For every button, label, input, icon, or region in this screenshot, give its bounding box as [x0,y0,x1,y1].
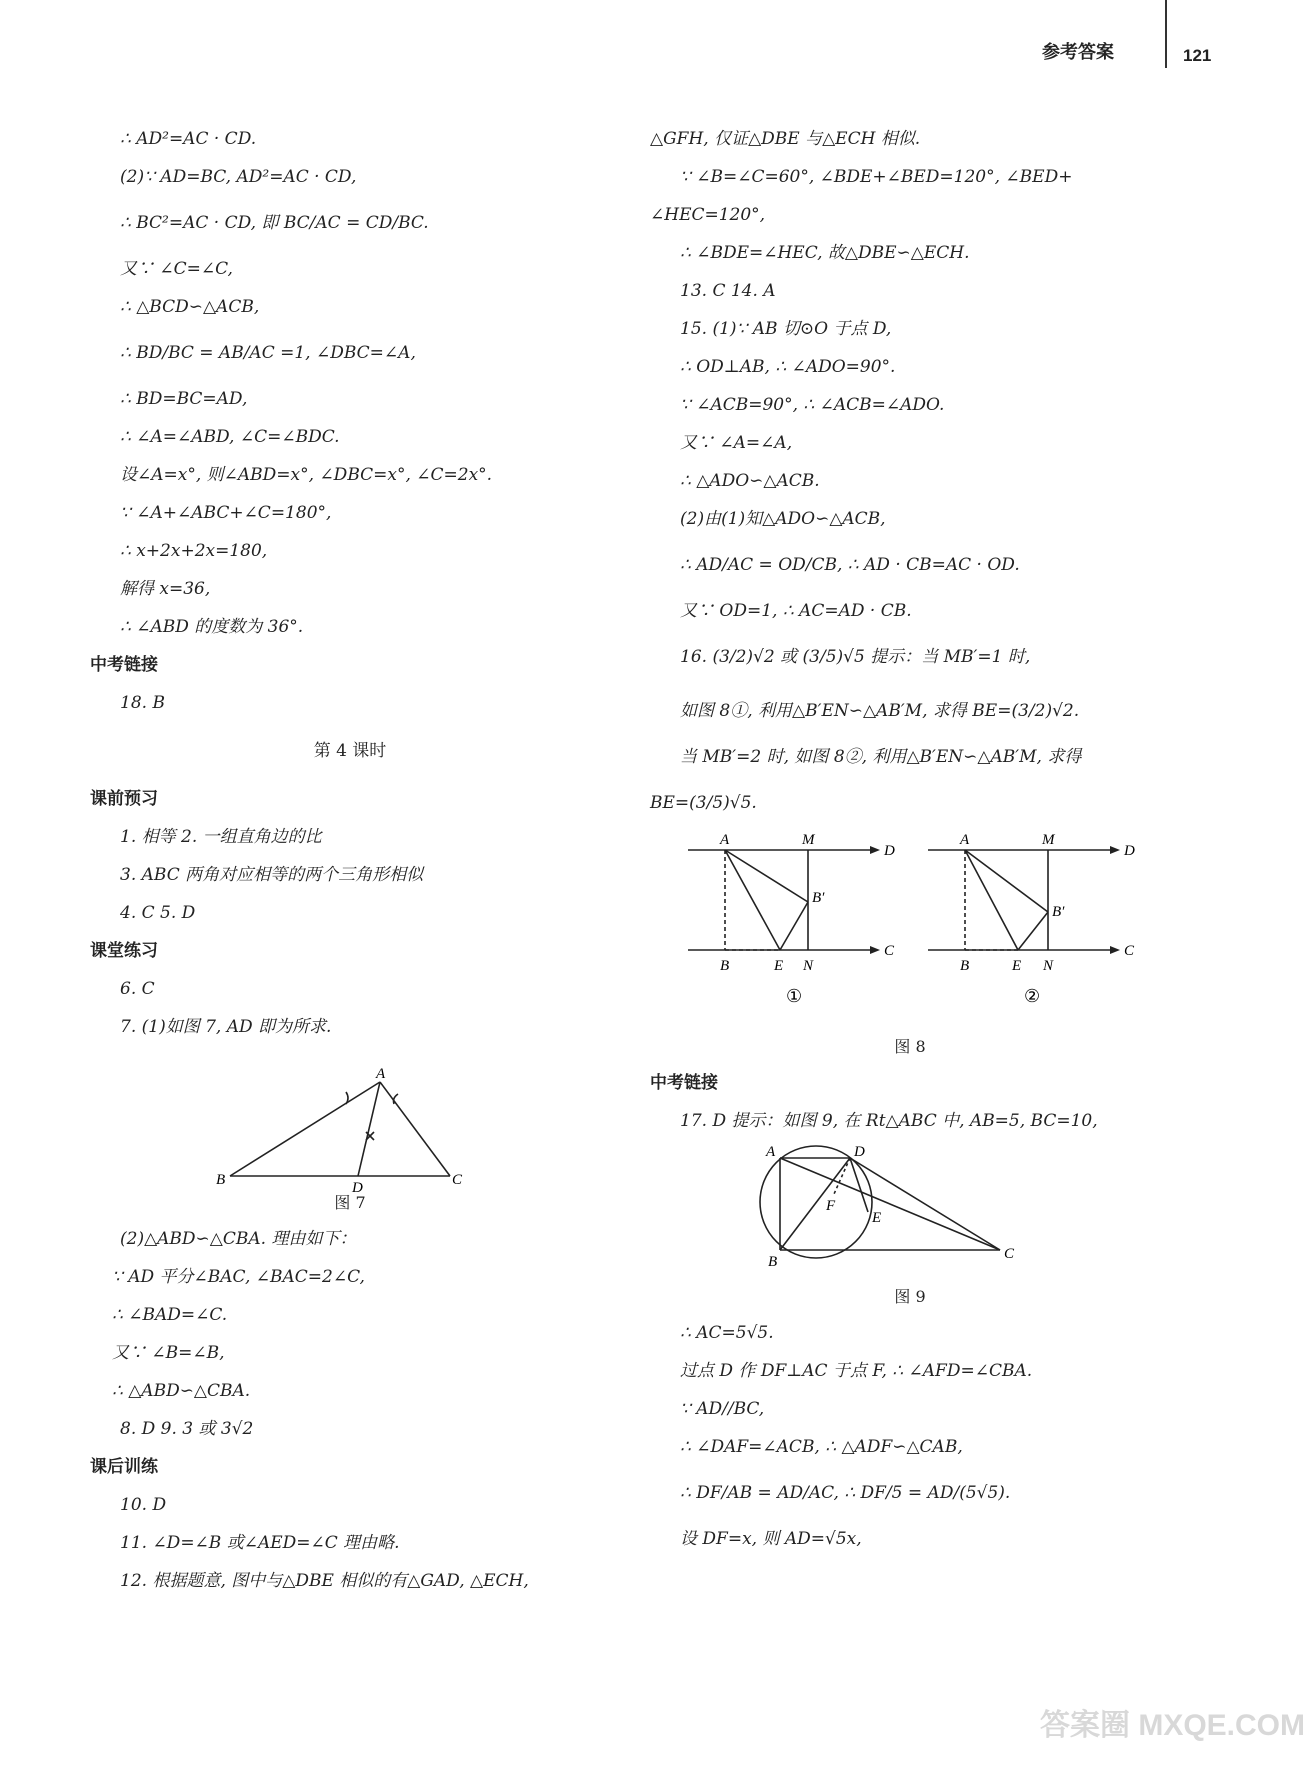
text-line: 解得 x=36, [120,579,211,599]
answer-line: 11. ∠D=∠B 或∠AED=∠C 理由略. [120,1533,400,1553]
text-line: ∴ ∠BDE=∠HEC, 故△DBE∽△ECH. [680,243,970,263]
figure-7 [90,1046,610,1196]
fig9-label-f: F [826,1198,836,1214]
fig8a-label-b: B [720,958,730,974]
section-heading: 课后训练 [90,1457,158,1476]
text-line: 又∵ ∠A=∠A, [680,433,793,453]
text-line: ∴ x+2x+2x=180, [120,541,268,561]
fig8b-label-m: M [1042,832,1055,848]
header-divider [1165,0,1167,68]
fig8b-label-e: E [1012,958,1022,974]
answer-line: 18. B [120,693,165,713]
text-line: ∴ △BCD∽△ACB, [120,297,260,317]
fig7-label-c: C [452,1172,463,1188]
text-line: ∴ AC=5√5. [680,1323,774,1343]
fig7-label-b: B [216,1172,226,1188]
text-line: 如图 8①, 利用△B′EN∽△AB′M, 求得 BE=(3/2)√2. [680,701,1080,721]
answer-line: 17. D 提示：如图 9, 在 Rt△ABC 中, AB=5, BC=10, [680,1111,1098,1131]
text-line: 15. (1)∵ AB 切⊙O 于点 D, [680,319,892,339]
page-number: 121 [1183,46,1212,65]
answer-line: 4. C 5. D [120,903,196,923]
text-line: (2)∵ AD=BC, AD²=AC · CD, [120,167,357,187]
fig8a-label-m: M [802,832,815,848]
answer-line: 10. D [120,1495,167,1515]
text-line: ∵ ∠B=∠C=60°, ∠BDE+∠BED=120°, ∠BED+ [680,167,1073,187]
text-line: 设∠A=x°, 则∠ABD=x°, ∠DBC=x°, ∠C=2x°. [120,465,493,485]
answer-line: 13. C 14. A [680,281,776,301]
section-heading: 课前预习 [90,789,158,808]
fig8b-label-b: B [960,958,970,974]
fig8b-label-b1: B′ [1052,904,1065,920]
text-line: ∵ ∠ACB=90°, ∴ ∠ACB=∠ADO. [680,395,945,415]
text-line: ∴ AD/AC = OD/CB, ∴ AD · CB=AC · OD. [680,555,1020,575]
text-line: ∴ ∠BAD=∠C. [112,1305,228,1325]
text-line: ∴ △ABD∽△CBA. [112,1381,251,1401]
watermark: 答案圈 MXQE.COM [1040,1709,1305,1742]
fig8a-label-e: E [774,958,784,974]
text-line: ∴ ∠A=∠ABD, ∠C=∠BDC. [120,427,340,447]
text-line: 又∵ ∠B=∠B, [112,1343,225,1363]
fig8a-label-n: N [803,958,814,974]
fig9-label-e: E [872,1210,882,1226]
answer-line: 6. C [120,979,155,999]
fig8a-label-b1: B′ [812,890,825,906]
text-line: ∵ AD 平分∠BAC, ∠BAC=2∠C, [112,1267,365,1287]
fig8a-label-c: C [884,943,895,959]
text-line: ∴ ∠ABD 的度数为 36°. [120,617,304,637]
answer-line: 3. ABC 两角对应相等的两个三角形相似 [120,865,424,885]
fig8b-label-a: A [960,832,970,848]
page-header-title: 参考答案 [1042,42,1114,62]
fig8a-label-a: A [720,832,730,848]
fig9-label-b: B [768,1254,778,1270]
fig8-sub-1: ① [786,986,803,1006]
text-line: 设 DF=x, 则 AD=√5x, [680,1529,862,1549]
answer-line: 16. (3/2)√2 或 (3/5)√5 提示：当 MB′=1 时, [680,647,1031,667]
text-line: BE=(3/5)√5. [650,793,757,813]
fig9-label-a: A [766,1144,776,1160]
answer-line: 8. D 9. 3 或 3√2 [120,1419,254,1439]
answer-line: 12. 根据题意, 图中与△DBE 相似的有△GAD, △ECH, [120,1571,529,1591]
section-heading: 中考链接 [650,1073,718,1092]
figure-8 [650,830,1170,1030]
text-line: ∵ ∠A+∠ABC+∠C=180°, [120,503,332,523]
text-line: ∵ AD//BC, [680,1399,765,1419]
text-line: ∴ BC²=AC · CD, 即 BC/AC = CD/BC. [120,213,429,233]
answer-line: 7. (1)如图 7, AD 即为所求. [120,1017,332,1037]
lesson-title: 第 4 课时 [313,741,387,761]
text-line: 又∵ ∠C=∠C, [120,259,233,279]
fig8b-label-c: C [1124,943,1135,959]
text-line: 当 MB′=2 时, 如图 8②, 利用△B′EN∽△AB′M, 求得 [680,747,1082,767]
figure-8-caption: 图 8 [894,1037,926,1056]
fig8a-label-d: D [884,843,895,859]
fig7-label-a: A [376,1066,386,1082]
fig7-label-d: D [352,1180,363,1196]
text-line: ∴ BD=BC=AD, [120,389,248,409]
text-line: 过点 D 作 DF⊥AC 于点 F, ∴ ∠AFD=∠CBA. [680,1361,1033,1381]
text-line: ∴ △ADO∽△ACB. [680,471,820,491]
right-column [650,120,1170,1558]
fig8b-label-d: D [1124,843,1135,859]
text-line: (2)△ABD∽△CBA. 理由如下： [120,1229,357,1249]
text-line: ∴ ∠DAF=∠ACB, ∴ △ADF∽△CAB, [680,1437,963,1457]
left-column [90,120,610,1600]
text-line: ∴ DF/AB = AD/AC, ∴ DF/5 = AD/(5√5). [680,1483,1011,1503]
section-heading: 课堂练习 [90,941,158,960]
text-line: ∴ BD/BC = AB/AC =1, ∠DBC=∠A, [120,343,416,363]
fig8-sub-2: ② [1024,986,1041,1006]
figure-9 [650,1140,1170,1280]
text-line: ∴ AD²=AC · CD. [120,129,257,149]
text-line: ∴ OD⊥AB, ∴ ∠ADO=90°. [680,357,896,377]
fig8b-label-n: N [1043,958,1054,974]
fig9-label-c: C [1004,1246,1015,1262]
text-line: (2)由(1)知△ADO∽△ACB, [680,509,886,529]
text-line: △GFH, 仅证△DBE 与△ECH 相似. [650,129,921,149]
answer-line: 1. 相等 2. 一组直角边的比 [120,827,322,847]
text-line: 又∵ OD=1, ∴ AC=AD · CB. [680,601,912,621]
figure-9-caption: 图 9 [894,1287,926,1306]
figure-7-caption: 图 7 [334,1193,366,1212]
fig9-label-d: D [854,1144,865,1160]
text-line: ∠HEC=120°, [650,205,766,225]
section-heading: 中考链接 [90,655,158,674]
